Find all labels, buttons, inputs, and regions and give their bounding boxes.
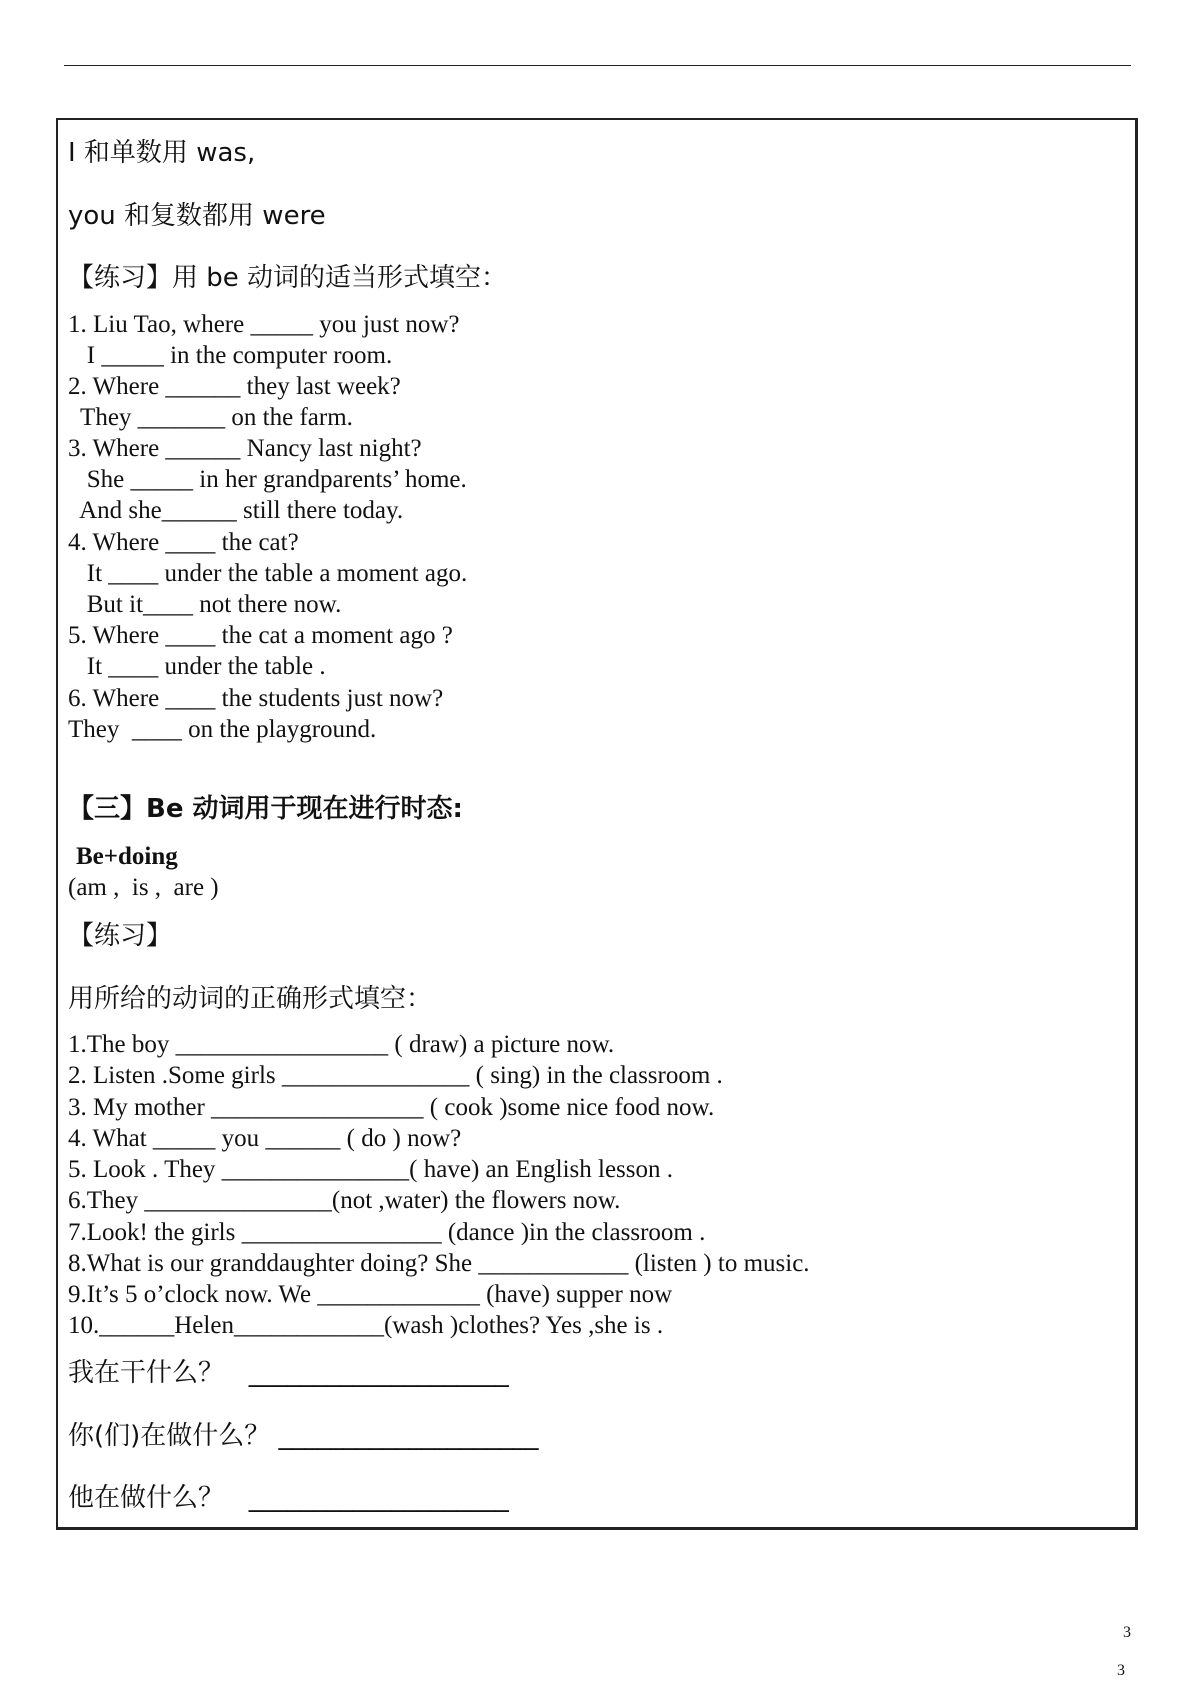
page-number: 3: [1123, 1624, 1131, 1641]
exercise-line: She _____ in her grandparents’ home.: [68, 466, 467, 493]
exercise-line: 9.It’s 5 o’clock now. We _____________ (have) supper now: [68, 1281, 673, 1308]
instruction: 用所给的动词的正确形式填空：: [68, 984, 433, 1014]
exercise-line: 6.They _______________(not ,water) the flowers now.: [68, 1187, 621, 1214]
practice-title: 【练习】用 be 动词的适当形式填空：: [68, 263, 508, 293]
exercise-line: 2. Where ______ they last week?: [68, 373, 401, 400]
rule-line-was: I 和单数用 was,: [68, 138, 256, 168]
question-line: 你(们)在做什么？ ____________________: [68, 1421, 539, 1451]
exercise-line: It ____ under the table .: [68, 653, 326, 680]
exercise-line: 5. Look . They _______________( have) an English lesson .: [68, 1156, 674, 1183]
formula: Be+doing: [76, 843, 178, 870]
exercise-line: 8.What is our granddaughter doing? She ____________ (listen ) to music.: [68, 1250, 810, 1277]
exercise-line: 10.______Helen____________(wash )clothes? Yes ,she is .: [68, 1312, 664, 1339]
question-line: 他在做什么？ ____________________: [68, 1483, 509, 1513]
exercise-line: 3. Where ______ Nancy last night?: [68, 435, 422, 462]
be-forms: (am , is , are ): [68, 874, 219, 901]
exercise-line: They ____ on the playground.: [68, 716, 377, 743]
exercise-line: And she______ still there today.: [68, 497, 404, 524]
exercise-line: 1.The boy _________________ ( draw) a picture now.: [68, 1031, 615, 1058]
section-title: 【三】Be 动词用于现在进行时态:: [68, 794, 463, 824]
exercise-line: But it____ not there now.: [68, 591, 342, 618]
exercise-line: 1. Liu Tao, where _____ you just now?: [68, 311, 460, 338]
exercise-line: 5. Where ____ the cat a moment ago ?: [68, 622, 453, 649]
exercise-line: 7.Look! the girls ________________ (dance )in the classroom .: [68, 1219, 706, 1246]
question-line: 我在干什么？ ____________________: [68, 1358, 509, 1388]
exercise-line: It ____ under the table a moment ago.: [68, 560, 468, 587]
header-rule: [64, 65, 1131, 66]
practice-label: 【练习】: [68, 921, 173, 951]
exercise-line: They _______ on the farm.: [68, 404, 353, 431]
exercise-line: I _____ in the computer room.: [68, 342, 393, 369]
exercise-line: 4. What _____ you ______ ( do ) now?: [68, 1125, 462, 1152]
page-number: 3: [1117, 1662, 1125, 1679]
exercise-line: 3. My mother _________________ ( cook )some nice food now.: [68, 1094, 715, 1121]
exercise-line: 2. Listen .Some girls _______________ ( sing) in the classroom .: [68, 1062, 723, 1089]
exercise-line: 6. Where ____ the students just now?: [68, 685, 444, 712]
rule-line-were: you 和复数都用 were: [68, 201, 326, 231]
exercise-line: 4. Where ____ the cat?: [68, 529, 299, 556]
